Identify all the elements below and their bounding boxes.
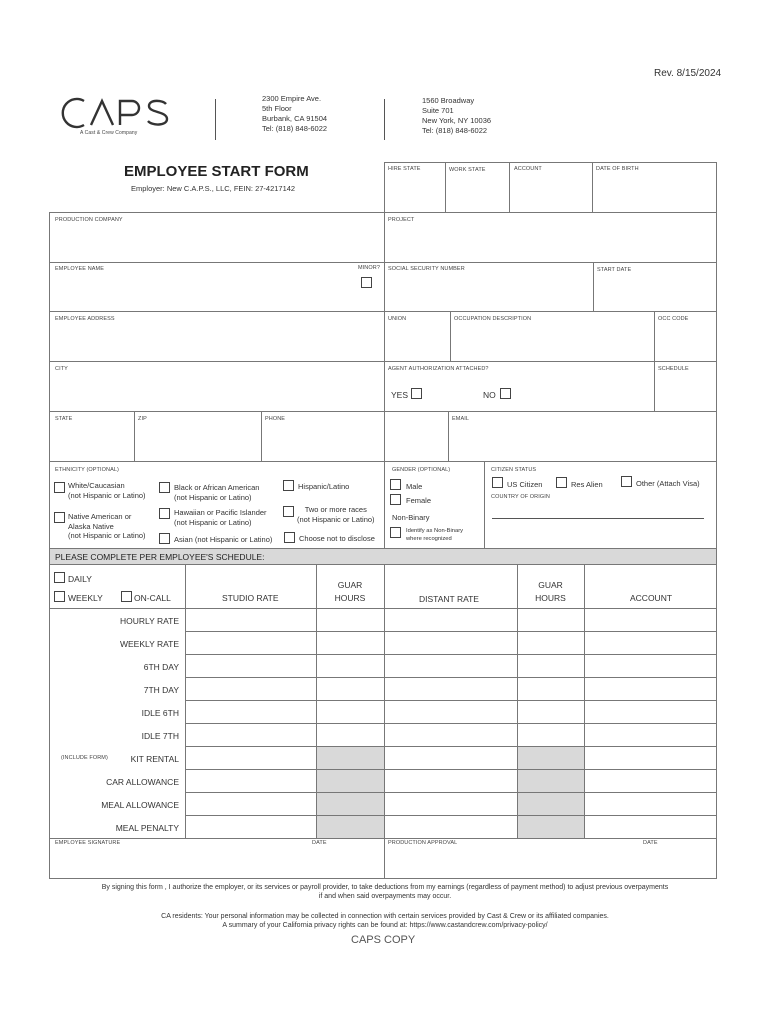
- schedule-cell[interactable]: [385, 701, 517, 723]
- address-line: New York, NY 10036: [422, 116, 492, 125]
- grid-line: [49, 461, 717, 462]
- employee-date-label: DATE: [312, 840, 327, 846]
- schedule-cell[interactable]: [385, 724, 517, 746]
- schedule-field[interactable]: [655, 374, 716, 410]
- schedule-cell[interactable]: [317, 724, 384, 746]
- schedule-cell[interactable]: [317, 701, 384, 723]
- schedule-banner-text: PLEASE COMPLETE PER EMPLOYEE'S SCHEDULE:: [55, 552, 265, 562]
- city-field[interactable]: [50, 374, 384, 410]
- privacy-text: [0, 912, 770, 930]
- logo-tagline: A Cast & Crew Company: [80, 130, 138, 136]
- schedule-cell[interactable]: [385, 678, 517, 700]
- option-text: Two or more races: [304, 505, 367, 514]
- guar-hours-header: [316, 579, 384, 605]
- address-line: Tel: (818) 848-6022: [422, 126, 488, 135]
- address-line: Suite 701: [422, 106, 454, 115]
- minor-checkbox[interactable]: [361, 277, 372, 288]
- form-title: EMPLOYEE START FORM: [124, 163, 309, 180]
- dob-label: DATE OF BIRTH: [596, 166, 639, 172]
- other-visa-option: Other (Attach Visa): [636, 479, 700, 488]
- union-label: UNION: [388, 316, 407, 322]
- employee-signature-label: EMPLOYEE SIGNATURE: [55, 840, 121, 846]
- schedule-row-label: HOURLY RATE: [119, 616, 179, 626]
- choose-not-checkbox[interactable]: [284, 532, 295, 543]
- schedule-cell[interactable]: [317, 609, 384, 631]
- schedule-cell: [518, 747, 584, 769]
- schedule-row-label: 7TH DAY: [143, 685, 179, 695]
- native-option: [68, 512, 146, 541]
- daily-label: DAILY: [68, 574, 92, 584]
- schedule-cell[interactable]: [186, 701, 316, 723]
- schedule-cell[interactable]: [518, 701, 584, 723]
- weekly-checkbox[interactable]: [54, 591, 65, 602]
- grid-line: [49, 411, 717, 412]
- daily-checkbox[interactable]: [54, 572, 65, 583]
- agent-auth-label: AGENT AUTHORIZATION ATTACHED?: [388, 366, 489, 372]
- schedule-cell[interactable]: [186, 609, 316, 631]
- phone-label: PHONE: [265, 416, 286, 422]
- option-text: Identify as Non-Binary: [406, 528, 464, 534]
- schedule-cell[interactable]: [186, 724, 316, 746]
- schedule-cell[interactable]: [385, 655, 517, 677]
- approval-date-label: DATE: [643, 840, 658, 846]
- hispanic-option: Hispanic/Latino: [298, 482, 350, 491]
- schedule-cell[interactable]: [186, 632, 316, 654]
- option-text: (not Hispanic or Latino): [68, 531, 146, 540]
- zip-label: ZIP: [138, 416, 147, 422]
- schedule-cell[interactable]: [385, 816, 517, 838]
- choose-not-option: Choose not to disclose: [299, 534, 375, 543]
- grid-line: [384, 461, 385, 548]
- occ-code-label: OCC CODE: [658, 316, 689, 322]
- other-visa-checkbox[interactable]: [621, 476, 632, 487]
- account-field[interactable]: [510, 175, 592, 212]
- address-line: 5th Floor: [262, 104, 292, 113]
- production-approval-field[interactable]: [385, 848, 716, 878]
- schedule-cell[interactable]: [585, 724, 717, 746]
- grid-line: [49, 361, 717, 362]
- zip-field[interactable]: [135, 424, 261, 460]
- employee-address-label: EMPLOYEE ADDRESS: [55, 316, 115, 322]
- copy-label: CAPS COPY: [351, 934, 416, 946]
- schedule-cell[interactable]: [385, 770, 517, 792]
- header-text: GUAR: [337, 580, 363, 590]
- grid-line: [49, 838, 717, 839]
- country-of-origin-field[interactable]: [492, 518, 704, 519]
- occupation-field[interactable]: [451, 324, 654, 360]
- ssn-field[interactable]: [385, 274, 593, 310]
- header-text: HOURS: [535, 593, 566, 603]
- schedule-cell[interactable]: [585, 747, 717, 769]
- identify-nonbinary-checkbox[interactable]: [390, 527, 401, 538]
- schedule-cell: [317, 816, 384, 838]
- work-state-field[interactable]: [446, 175, 509, 212]
- project-field[interactable]: [385, 225, 716, 261]
- newyork-address: [422, 96, 491, 136]
- black-option: [174, 483, 259, 502]
- schedule-cell[interactable]: [585, 816, 717, 838]
- res-alien-checkbox[interactable]: [556, 477, 567, 488]
- work-state-label: WORK STATE: [449, 167, 486, 173]
- res-alien-option: Res Alien: [571, 480, 603, 489]
- schedule-label: SCHEDULE: [658, 366, 689, 372]
- header-text: GUAR: [538, 580, 563, 590]
- occ-code-field[interactable]: [655, 324, 716, 360]
- state-field[interactable]: [50, 424, 134, 460]
- schedule-cell[interactable]: [518, 655, 584, 677]
- oncall-label: ON-CALL: [134, 593, 171, 603]
- schedule-cell[interactable]: [186, 747, 316, 769]
- schedule-row-label: KIT RENTAL: [130, 754, 179, 764]
- header-divider: [384, 99, 385, 140]
- schedule-cell[interactable]: [186, 793, 316, 815]
- footer-line: CA residents: Your personal information may be collected in connection with certain services provided by Cast & Crew or its affiliated companies.: [161, 913, 609, 920]
- include-form-note: (INCLUDE FORM): [61, 755, 108, 761]
- schedule-row-label: WEEKLY RATE: [119, 639, 179, 649]
- us-citizen-checkbox[interactable]: [492, 477, 503, 488]
- female-checkbox[interactable]: [390, 494, 401, 505]
- schedule-cell[interactable]: [585, 770, 717, 792]
- production-company-field[interactable]: [50, 225, 384, 261]
- distant-rate-header: DISTANT RATE: [419, 594, 479, 604]
- option-text: (not Hispanic or Latino): [174, 492, 252, 502]
- female-option: Female: [406, 496, 432, 505]
- burbank-address: [262, 94, 327, 134]
- occupation-label: OCCUPATION DESCRIPTION: [454, 316, 532, 322]
- schedule-cell[interactable]: [317, 632, 384, 654]
- country-of-origin-label: COUNTRY OF ORIGIN: [491, 494, 550, 500]
- schedule-cell[interactable]: [518, 724, 584, 746]
- schedule-cell[interactable]: [585, 609, 717, 631]
- schedule-cell[interactable]: [585, 655, 717, 677]
- address-line: 1560 Broadway: [422, 96, 475, 105]
- guar-hours-header-2: [517, 579, 584, 605]
- agent-auth-yes-label: YES: [391, 390, 409, 400]
- native-checkbox[interactable]: [54, 512, 65, 523]
- black-checkbox[interactable]: [159, 482, 170, 493]
- city-label: CITY: [55, 366, 68, 372]
- schedule-cell: [518, 793, 584, 815]
- ssn-label: SOCIAL SECURITY NUMBER: [388, 266, 465, 272]
- option-text: Alaska Native: [68, 521, 114, 531]
- asian-checkbox[interactable]: [159, 533, 170, 544]
- production-approval-label: PRODUCTION APPROVAL: [388, 840, 458, 846]
- schedule-row-label: IDLE 6TH: [141, 708, 179, 718]
- white-option: [68, 481, 146, 500]
- grid-line: [484, 461, 485, 548]
- grid-line: [49, 262, 717, 263]
- revision-date: Rev. 8/15/2024: [654, 68, 722, 79]
- nonbinary-option: Non-Binary: [392, 513, 430, 522]
- two-more-option: [297, 505, 375, 524]
- male-checkbox[interactable]: [390, 479, 401, 490]
- production-company-label: PRODUCTION COMPANY: [55, 217, 123, 223]
- hispanic-checkbox[interactable]: [283, 480, 294, 491]
- schedule-row-label: IDLE 7TH: [141, 731, 179, 741]
- citizen-status-label: CITIZEN STATUS: [491, 467, 537, 473]
- hire-state-field[interactable]: [385, 175, 445, 212]
- gender-label: GENDER (OPTIONAL): [392, 467, 451, 473]
- start-date-field[interactable]: [594, 274, 716, 310]
- account-label: ACCOUNT: [514, 166, 542, 172]
- minor-label: MINOR?: [358, 265, 380, 271]
- footer-line: By signing this form , I authorize the employer, or its services or payroll provider, to take deductions from my earnings (regardless of payment method) to adjust previous overpayments: [101, 884, 669, 891]
- male-option: Male: [406, 482, 423, 491]
- option-text: Hawaiian or Pacific Islander: [174, 508, 267, 517]
- schedule-cell[interactable]: [385, 747, 517, 769]
- schedule-cell[interactable]: [186, 770, 316, 792]
- option-text: White/Caucasian: [68, 481, 125, 490]
- white-checkbox[interactable]: [54, 482, 65, 493]
- identify-nonbinary-option: [406, 527, 463, 543]
- option-text: (not Hispanic or Latino): [297, 514, 375, 524]
- schedule-row-label: CAR ALLOWANCE: [106, 777, 179, 787]
- schedule-cell[interactable]: [518, 678, 584, 700]
- agent-auth-no-checkbox[interactable]: [500, 388, 511, 399]
- employer-line: Employer: New C.A.P.S., LLC, FEIN: 27-4217142: [131, 184, 296, 193]
- employee-name-label: EMPLOYEE NAME: [55, 266, 104, 272]
- header-text: HOURS: [334, 593, 366, 603]
- schedule-cell[interactable]: [317, 678, 384, 700]
- address-line: Burbank, CA 91504: [262, 114, 328, 123]
- hawaiian-checkbox[interactable]: [159, 508, 170, 519]
- agent-auth-yes-checkbox[interactable]: [411, 388, 422, 399]
- schedule-cell[interactable]: [317, 655, 384, 677]
- schedule-row-label: MEAL ALLOWANCE: [101, 800, 179, 810]
- schedule-cell[interactable]: [385, 609, 517, 631]
- schedule-cell[interactable]: [186, 678, 316, 700]
- schedule-cell: [518, 816, 584, 838]
- authorization-text: [0, 883, 770, 901]
- option-text: (not Hispanic or Latino): [174, 517, 252, 527]
- email-field[interactable]: [449, 424, 716, 460]
- project-label: PROJECT: [388, 217, 415, 223]
- footer-line: if and when said overpayments may occur.: [318, 893, 452, 900]
- phone-field[interactable]: [262, 424, 448, 460]
- union-field[interactable]: [385, 324, 450, 360]
- schedule-cell[interactable]: [385, 632, 517, 654]
- dob-field[interactable]: [593, 175, 716, 212]
- schedule-cell: [317, 747, 384, 769]
- two-more-checkbox[interactable]: [283, 506, 294, 517]
- schedule-cell[interactable]: [186, 816, 316, 838]
- header-divider: [215, 99, 216, 140]
- schedule-cell: [518, 770, 584, 792]
- grid-line: [49, 311, 717, 312]
- address-line: Tel: (818) 848-6022: [262, 124, 328, 133]
- schedule-row-label: 6TH DAY: [143, 662, 179, 672]
- schedule-cell[interactable]: [518, 609, 584, 631]
- option-text: Black or African American: [174, 483, 260, 492]
- schedule-cell[interactable]: [186, 655, 316, 677]
- hire-state-label: HIRE STATE: [388, 166, 421, 172]
- us-citizen-option: US Citizen: [507, 480, 543, 489]
- schedule-cell[interactable]: [585, 793, 717, 815]
- weekly-label: WEEKLY: [68, 593, 103, 603]
- employee-signature-field[interactable]: [50, 848, 384, 878]
- hawaiian-option: [174, 508, 267, 527]
- studio-rate-header: STUDIO RATE: [222, 593, 279, 603]
- oncall-checkbox[interactable]: [121, 591, 132, 602]
- option-text: (not Hispanic or Latino): [68, 490, 146, 500]
- employee-address-field[interactable]: [50, 324, 384, 360]
- ethnicity-label: ETHNICITY (OPTIONAL): [55, 467, 119, 473]
- schedule-cell: [317, 770, 384, 792]
- start-date-label: START DATE: [597, 267, 632, 273]
- caps-logo: [58, 93, 173, 137]
- email-label: EMAIL: [452, 416, 470, 422]
- schedule-cell[interactable]: [585, 678, 717, 700]
- schedule-cell[interactable]: [385, 793, 517, 815]
- schedule-cell[interactable]: [585, 632, 717, 654]
- account-header: ACCOUNT: [630, 593, 673, 603]
- asian-option: Asian (not Hispanic or Latino): [174, 535, 273, 544]
- footer-line: A summary of your California privacy rights can be found at: https://www.castandcrew.com/privacy-policy/: [222, 922, 548, 929]
- option-text: where recognized: [406, 536, 452, 542]
- agent-auth-no-label: NO: [483, 390, 496, 400]
- option-text: Native American or: [68, 512, 132, 521]
- schedule-cell[interactable]: [585, 701, 717, 723]
- schedule-cell[interactable]: [518, 632, 584, 654]
- schedule-row-label: MEAL PENALTY: [115, 823, 179, 833]
- employee-name-field[interactable]: [50, 274, 350, 310]
- state-label: STATE: [55, 416, 73, 422]
- address-line: 2300 Empire Ave.: [262, 94, 322, 103]
- schedule-cell: [317, 793, 384, 815]
